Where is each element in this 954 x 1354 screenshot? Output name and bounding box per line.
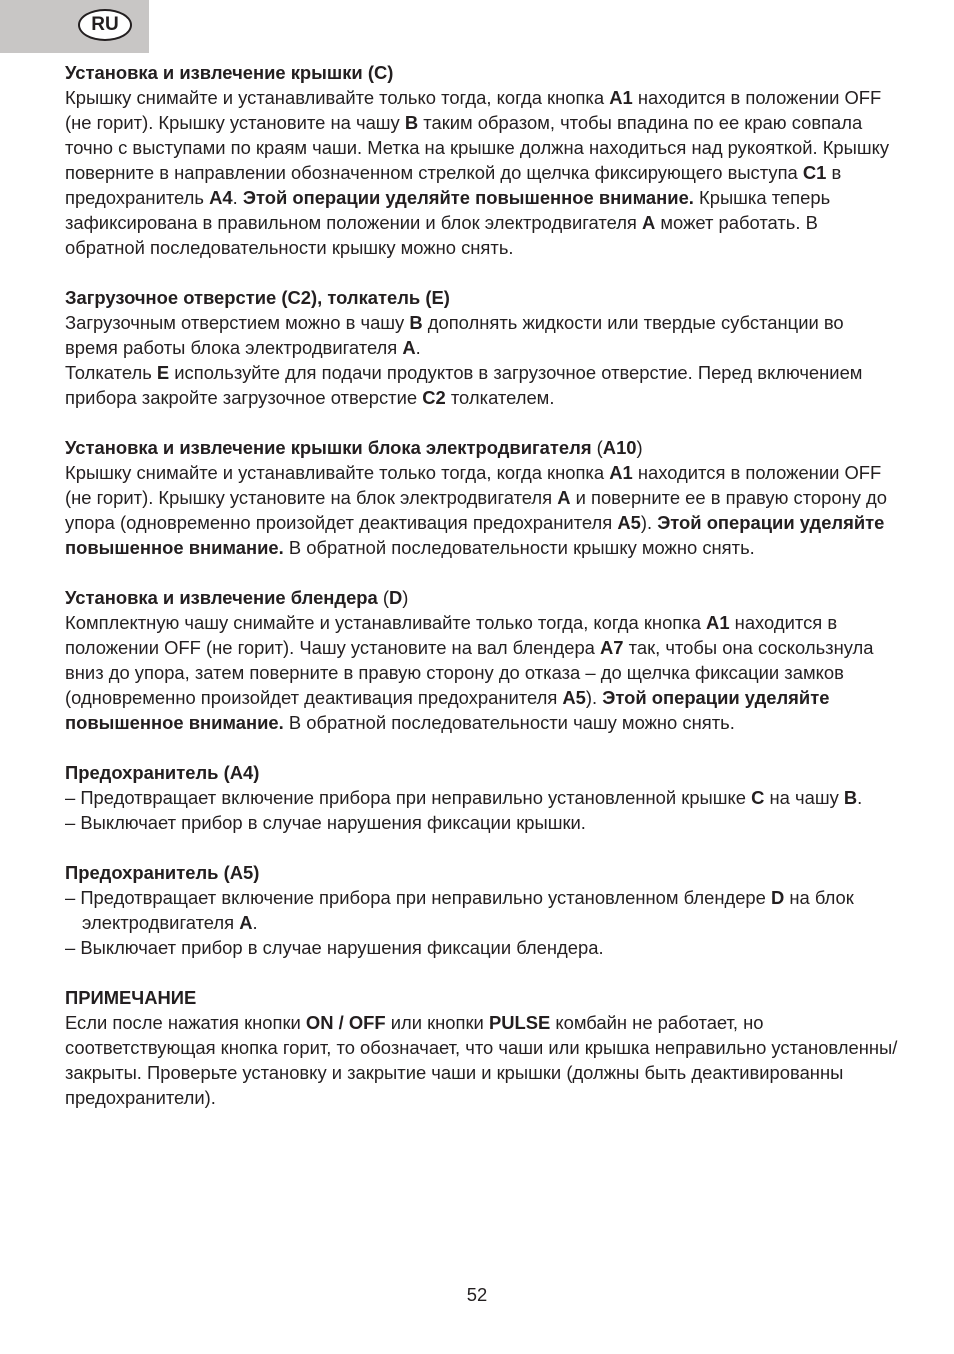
bullet-item: – Предотвращает включение прибора при неправильно установленной крышке C на чашу B. bbox=[65, 787, 863, 808]
section-paragraph: Комплектную чашу снимайте и устанавливайте только тогда, когда кнопка A1 находится в положении OFF (не горит). Чашу установите на вал блендера A7 так, чтобы она соскользнула вниз до упора, затем поверните в правую сторону до отказа – до щелчка фиксации замков (одновременно произойдет деактивация предохранителя A5). Этой операции уделяйте повышенное внимание. В обратной последовательности чашу можно снять. bbox=[65, 612, 874, 733]
section-title: Установка и извлечение крышки блока электродвигателя (A10) bbox=[65, 437, 643, 458]
section-safety-a5 bbox=[65, 860, 900, 960]
bullet-item: – Предотвращает включение прибора при неправильно установленном блендере D на блок электродвигателя A. bbox=[65, 887, 854, 933]
section-title: Загрузочное отверстие (C2), толкатель (E) bbox=[65, 287, 450, 308]
section-title: Предохранитель (A5) bbox=[65, 862, 260, 883]
section-title: Установка и извлечение блендера (D) bbox=[65, 587, 409, 608]
section-note bbox=[65, 985, 900, 1110]
section-feed-opening bbox=[65, 285, 900, 410]
section-safety-a4 bbox=[65, 760, 900, 835]
section-motor-cover bbox=[65, 435, 900, 560]
page-number: 52 bbox=[466, 1284, 488, 1305]
section-title: Предохранитель (A4) bbox=[65, 762, 260, 783]
section-paragraph: Толкатель E используйте для подачи продуктов в загрузочное отверстие. Перед включением прибора закройте загрузочное отверстие C2 толкателем. bbox=[65, 362, 863, 408]
bullet-item: – Выключает прибор в случае нарушения фиксации блендера. bbox=[65, 937, 604, 958]
language-tab bbox=[0, 0, 149, 53]
section-blender bbox=[65, 585, 900, 735]
section-paragraph: Если после нажатия кнопки ON / OFF или кнопки PULSE комбайн не работает, но соответствующая кнопка горит, то обозначает, что чаши или крышка неправильно установленны/закрыты. Проверьте установку и закрытие чаши и крышки (должны быть деактивированны предохранители). bbox=[65, 1012, 898, 1108]
language-badge: RU bbox=[78, 9, 132, 41]
section-lid bbox=[65, 60, 900, 260]
section-paragraph: Крышку снимайте и устанавливайте только тогда, когда кнопка A1 находится в положении OFF (не горит). Крышку установите на чашу B таким образом, чтобы впадина по ее краю совпала точно с выступами по краям чаши. Метка на крышке должна находиться над рукояткой. Крышку поверните в направлении обозначенном стрелкой до щелчка фиксирующего выступа C1 в предохранитель A4. Этой операции уделяйте повышенное внимание. Крышка теперь зафиксирована в правильном положении и блок электродвигателя A может работать. В обратной последовательности крышку можно снять. bbox=[65, 87, 890, 258]
section-paragraph: Крышку снимайте и устанавливайте только тогда, когда кнопка A1 находится в положении OFF (не горит). Крышку установите на блок электродвигателя A и поверните ее в правую сторону до упора (одновременно произойдет деактивация предохранителя A5). Этой операции уделяйте повышенное внимание. В обратной последовательности крышку можно снять. bbox=[65, 462, 888, 558]
section-title: Установка и извлечение крышки (C) bbox=[65, 62, 394, 83]
bullet-item: – Выключает прибор в случае нарушения фиксации крышки. bbox=[65, 812, 586, 833]
page-content bbox=[65, 60, 900, 1135]
section-title: ПРИМЕЧАНИЕ bbox=[65, 987, 197, 1008]
section-paragraph: Загрузочным отверстием можно в чашу B дополнять жидкости или твердые субстанции во время работы блока электродвигателя A. bbox=[65, 312, 844, 358]
